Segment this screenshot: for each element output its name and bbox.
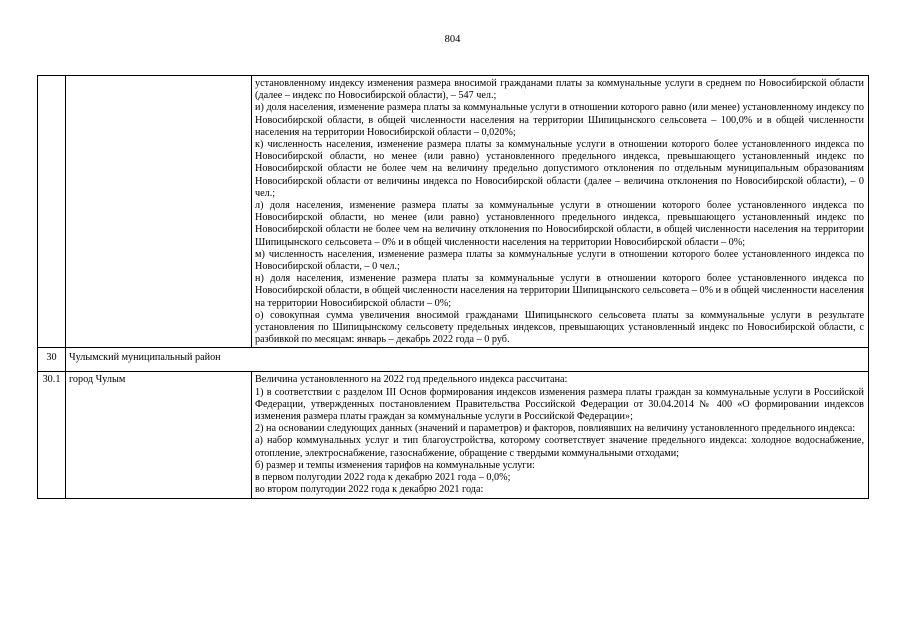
paragraph: л) доля населения, изменение размера платы за коммунальные услуги в отношении которого более установленного индекса по Новосибирской области, но менее (или равно) установленного предельного индекса, превышающего установленный индекс по Новосибирской области не более чем на величину отклонения по Новосибирской области, в общей численности населения на территории Шипицынского сельсовета – 0% и в общей численности населения на территории Новосибирской области – 0%; [255, 200, 864, 248]
paragraph: б) размер и темпы изменения тарифов на коммунальные услуги: [255, 459, 535, 471]
row-number-cell: 30.1 [38, 372, 66, 498]
table-row-section [38, 348, 869, 372]
paragraph: а) набор коммунальных услуг и тип благоустройства, которому соответствует значение предельного индекса: холодное водоснабжение, отопление, электроснабжение, газоснабжение, обращение с твердыми коммунальными отходами; [255, 435, 864, 459]
row-number-cell [38, 76, 66, 348]
tariff-index-table [37, 75, 869, 499]
paragraph: о) совокупная сумма увеличения вносимой гражданами Шипицынского сельсовета платы за коммунальные услуги в результате установления по Шипицынскому сельсовету предельных индексов, превышающих установленный индекс по Новосибирской области, с разбивкой по месяцам: январь – декабрь 2022 года – 0 руб. [255, 309, 864, 346]
paragraph: к) численность населения, изменение размера платы за коммунальные услуги в отношении которого более установленного индекса по Новосибирской области, но менее (или равно) установленного предельного индекса, превышающего установленный индекс по Новосибирской области не более чем на величину предельно допустимого отклонения по отдельным муниципальным образованиям Новосибирской области от величины индекса по Новосибирской области (далее – величина отклонения по Новосибирской области), – 0 чел.; [255, 139, 864, 199]
index-description-cell [252, 76, 869, 348]
paragraph: Величина установленного на 2022 год предельного индекса рассчитана: [255, 374, 568, 386]
district-name-cell: Чулымский муниципальный район [66, 348, 869, 372]
page-number: 804 [444, 34, 461, 45]
paragraph: 2) на основании следующих данных (значений и параметров) и факторов, повлиявших на величину установленного предельного индекса: [255, 423, 856, 435]
paragraph: и) доля населения, изменение размера платы за коммунальные услуги в отношении которого равно (или менее) установленному индексу по Новосибирской области, в общей численности населения на территории Шипицынского сельсовета – 100,0% и в общей численности населения на территории Новосибирской области – 0,020%; [255, 102, 864, 138]
table-row-subsection [38, 372, 869, 498]
paragraph: во втором полугодии 2022 года к декабрю 2021 года: [255, 484, 484, 496]
paragraph: установленному индексу изменения размера вносимой гражданами платы за коммунальные услуги в среднем по Новосибирской области (далее – индекс по Новосибирской области), – 547 чел.; [255, 78, 864, 102]
paragraph: в первом полугодии 2022 года к декабрю 2021 года – 0,0%; [255, 472, 511, 484]
municipality-name-cell [66, 76, 252, 348]
table-row-continuation [38, 76, 869, 348]
paragraph: м) численность населения, изменение размера платы за коммунальные услуги в отношении которого более установленного индекса по Новосибирской области, – 0 чел.; [255, 248, 864, 273]
paragraph: 1) в соответствии с разделом III Основ формирования индексов изменения размера платы граждан за коммунальные услуги в Российской Федерации, утвержденных постановлением Правительства Российской Федерации от 30.04.2014 № 400 «О формировании индексов изменения размера платы граждан за коммунальные услуги в Российской Федерации»; [255, 386, 864, 423]
row-number-cell: 30 [38, 348, 66, 372]
index-description-cell [252, 372, 869, 498]
paragraph: н) доля населения, изменение размера платы за коммунальные услуги в отношении которого более установленного индекса по Новосибирской области, в общей численности населения на территории Шипицынского сельсовета – 0% и в общей численности населения на территории Новосибирской области – 0%; [255, 273, 864, 309]
municipality-name-cell: город Чулым [66, 372, 252, 498]
